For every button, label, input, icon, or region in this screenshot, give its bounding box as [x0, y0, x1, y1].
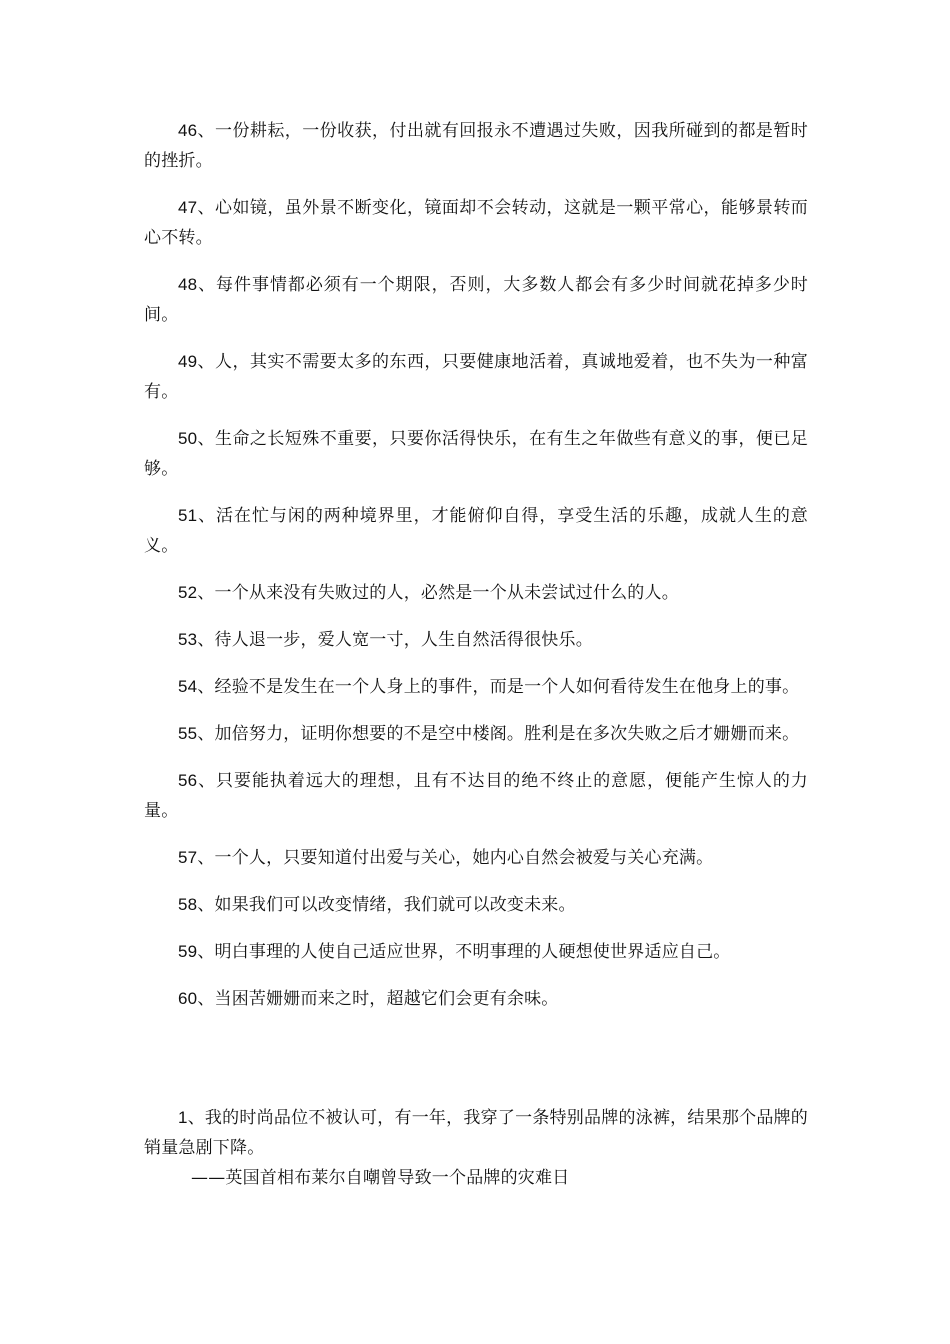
quote-number: 60: [178, 989, 198, 1008]
quote-item: [144, 347, 808, 407]
quote-number: 57: [178, 848, 198, 867]
quote-text: 、人，其实不需要太多的东西，只要健康地活着，真诚地爱着，也不失为一种富有。: [144, 352, 808, 402]
quote-text: 、生命之长短殊不重要，只要你活得快乐，在有生之年做些有意义的事，便已足够。: [144, 429, 808, 479]
quote-text: 、我的时尚品位不被认可，有一年，我穿了一条特别品牌的泳裤，结果那个品牌的销量急剧下降。: [144, 1108, 808, 1158]
quote-text: 、加倍努力，证明你想要的不是空中楼阁。胜利是在多次失败之后才姗姗而来。: [197, 724, 800, 744]
famous-quote-section: [144, 1103, 808, 1193]
quote-number: 59: [178, 942, 198, 961]
quote-number: 46: [178, 121, 198, 140]
quote-item: [144, 766, 808, 826]
quote-text: 、一个人，只要知道付出爱与关心，她内心自然会被爱与关心充满。: [197, 848, 714, 868]
quote-number: 1: [178, 1108, 188, 1127]
quote-item: [144, 578, 808, 608]
quote-text: 、一份耕耘，一份收获，付出就有回报永不遭遇过失败，因我所碰到的都是暂时的挫折。: [144, 121, 808, 171]
quote-number: 55: [178, 724, 198, 743]
quote-number: 49: [178, 352, 198, 371]
quote-text: 、明白事理的人使自己适应世界，不明事理的人硬想使世界适应自己。: [197, 942, 731, 962]
quote-item: [144, 843, 808, 873]
quote-item: [144, 937, 808, 967]
quote-item: [144, 270, 808, 330]
quote-item: [144, 719, 808, 749]
quote-item: [144, 501, 808, 561]
quote-item: [144, 193, 808, 253]
quote-number: 54: [178, 677, 198, 696]
quote-number: 47: [178, 198, 198, 217]
quote-item: [144, 424, 808, 484]
quote-number: 51: [178, 506, 198, 525]
quote-item: [144, 890, 808, 920]
quote-attribution: ——英国首相布莱尔自嘲曾导致一个品牌的灾难日: [191, 1168, 570, 1188]
quote-item: [144, 625, 808, 655]
quote-text: 、心如镜，虽外景不断变化，镜面却不会转动，这就是一颗平常心，能够景转而心不转。: [144, 198, 808, 248]
famous-quote: [144, 1103, 808, 1163]
quote-text: 、如果我们可以改变情绪，我们就可以改变未来。: [197, 895, 576, 915]
quote-number: 56: [178, 771, 198, 790]
quote-item: [144, 984, 808, 1014]
quote-number: 48: [178, 275, 198, 294]
quote-number: 52: [178, 583, 198, 602]
quote-number: 53: [178, 630, 198, 649]
quote-text: 、当困苦姗姗而来之时，超越它们会更有余味。: [197, 989, 559, 1009]
quote-text: 、一个从来没有失败过的人，必然是一个从未尝试过什么的人。: [197, 583, 679, 603]
quote-text: 、活在忙与闲的两种境界里，才能俯仰自得，享受生活的乐趣，成就人生的意义。: [144, 506, 808, 556]
quote-text: 、经验不是发生在一个人身上的事件，而是一个人如何看待发生在他身上的事。: [197, 677, 800, 697]
quote-list: [144, 116, 808, 1031]
quote-text: 、每件事情都必须有一个期限，否则，大多数人都会有多少时间就花掉多少时间。: [144, 275, 808, 325]
quote-number: 50: [178, 429, 198, 448]
quote-item: [144, 672, 808, 702]
quote-item: [144, 116, 808, 176]
quote-text: 、只要能执着远大的理想，且有不达目的绝不终止的意愿，便能产生惊人的力量。: [144, 771, 808, 821]
quote-number: 58: [178, 895, 198, 914]
quote-text: 、待人退一步，爱人宽一寸，人生自然活得很快乐。: [197, 630, 593, 650]
